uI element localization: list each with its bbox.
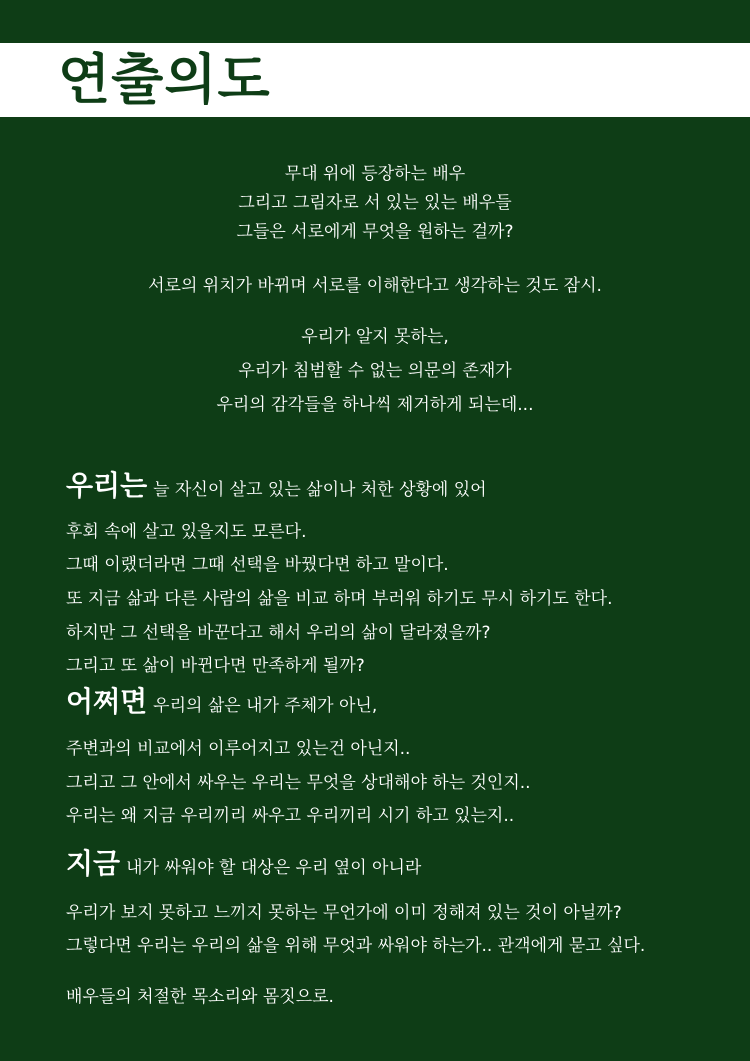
body-line: 그리고 또 삶이 바뀐다면 만족하게 될까? (66, 656, 365, 676)
intro-line: 그리고 그림자로 서 있는 있는 배우들 (238, 193, 512, 213)
section3-first-line (66, 847, 422, 880)
section1-first-line (66, 469, 487, 502)
intro-line: 무대 위에 등장하는 배우 (284, 164, 466, 184)
body-line: 그리고 그 안에서 싸우는 우리는 무엇을 상대해야 하는 것인지.. (66, 773, 531, 793)
intro-line: 서로의 위치가 바뀌며 서로를 이해한다고 생각하는 것도 잠시. (148, 276, 602, 296)
intro-stanza-1 (0, 160, 750, 247)
section2-lead: 어쩌면 (66, 685, 148, 718)
closing-line: 배우들의 처절한 목소리와 몸짓으로. (66, 987, 334, 1007)
body-line: 주변과의 비교에서 이루어지고 있는건 아닌지.. (66, 739, 411, 759)
section1-lead: 우리는 (66, 469, 148, 502)
section3-lead: 지금 (66, 847, 121, 880)
intro-line: 우리의 감각들을 하나씩 제거하게 되는데... (216, 395, 534, 415)
section3-first: 내가 싸워야 할 대상은 우리 옆이 아니라 (126, 858, 422, 878)
intro-line: 우리가 알지 못하는, (301, 327, 449, 347)
intro-line: 우리가 침범할 수 없는 의문의 존재가 (238, 361, 512, 381)
section2-first-line (66, 685, 378, 718)
body-line: 우리는 왜 지금 우리끼리 싸우고 우리끼리 시기 하고 있는지.. (66, 806, 515, 826)
body-line: 그때 이랬더라면 그때 선택을 바꿨다면 하고 말이다. (66, 555, 449, 575)
page-title: 연출의도 (58, 48, 271, 111)
body-line: 그렇다면 우리는 우리의 삶을 위해 무엇과 싸워야 하는가.. 관객에게 묻고 싶다. (66, 936, 646, 956)
title-band (0, 43, 750, 117)
intro-stanza-2 (0, 275, 750, 298)
body-line: 또 지금 삶과 다른 사람의 삶을 비교 하며 부러워 하기도 무시 하기도 한다. (66, 589, 613, 609)
intro-line: 그들은 서로에게 무엇을 원하는 걸까? (236, 222, 514, 242)
intro-stanza-3 (0, 320, 750, 422)
body-line: 후회 속에 살고 있을지도 모른다. (66, 522, 307, 542)
body-line: 하지만 그 선택을 바꾼다고 해서 우리의 삶이 달라졌을까? (66, 623, 491, 643)
section1-first: 늘 자신이 살고 있는 삶이나 처한 상황에 있어 (153, 480, 487, 500)
section2-first: 우리의 삶은 내가 주체가 아닌, (153, 696, 378, 716)
body-line: 우리가 보지 못하고 느끼지 못하는 무언가에 이미 정해져 있는 것이 아닐까? (66, 903, 622, 923)
